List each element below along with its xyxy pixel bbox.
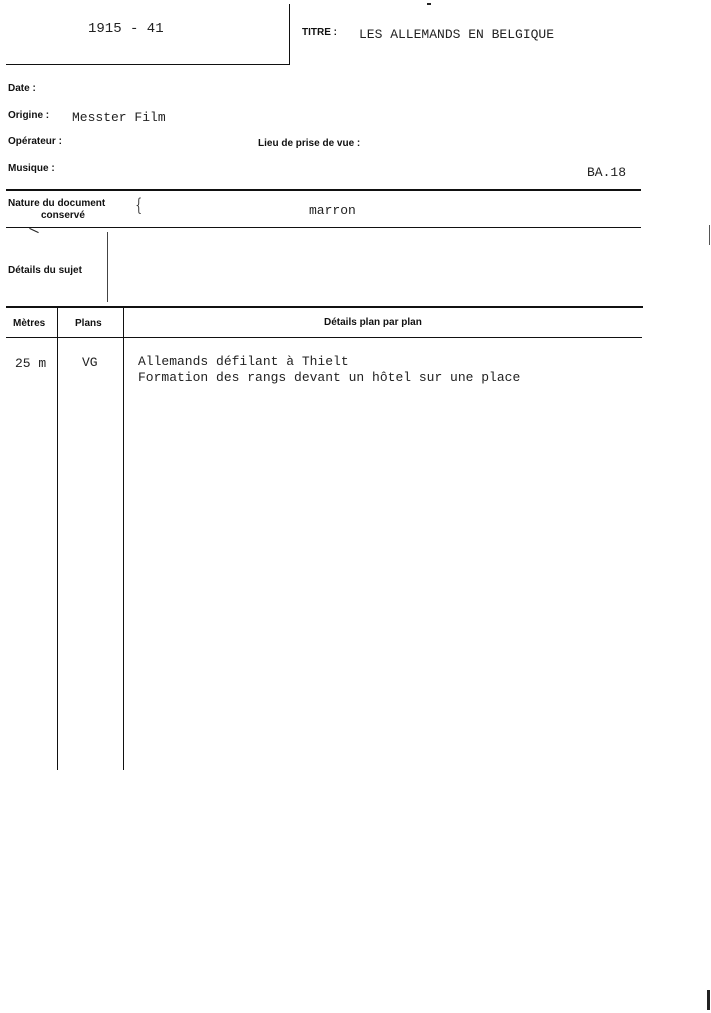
details-sujet-label: Détails du sujet [8,265,82,276]
col-header-plans: Plans [75,318,102,329]
musique-label: Musique : [8,163,55,174]
nature-label-line1: Nature du document [8,198,106,209]
header-box-right-border [289,4,290,64]
date-label: Date : [8,83,36,94]
details-sujet-bracket [107,232,108,302]
table-row [6,350,642,390]
top-tick-mark [427,3,431,5]
row-metres: 25 m [15,356,47,371]
table-header-rule [6,337,642,338]
bottom-right-edge-mark [707,990,710,1010]
row-plans: VG [82,355,98,370]
nature-top-rule [6,189,641,191]
operateur-label: Opérateur : [8,136,62,147]
col-header-details: Détails plan par plan [324,317,422,328]
document-code: BA.18 [587,165,627,180]
row-details-line1: Allemands défilant à Thielt [138,354,349,369]
reference-number: 1915 - 41 [88,21,164,37]
lieu-label: Lieu de prise de vue : [258,138,361,149]
row-details-line2: Formation des rangs devant un hôtel sur une place [138,370,521,385]
nature-bottom-rule [6,227,641,228]
nature-brace: { [135,195,143,216]
col-header-metres: Mètres [13,318,46,329]
origine-value: Messter Film [72,110,166,125]
titre-label: TITRE : [302,27,337,38]
titre-value: LES ALLEMANDS EN BELGIQUE [359,27,555,42]
origine-label: Origine : [8,110,50,121]
nature-value: marron [309,203,356,218]
table-top-rule [6,306,643,308]
right-edge-mark [709,225,710,245]
corner-mark [29,228,38,233]
header-box-bottom-border [6,64,290,65]
nature-label-line2: conservé [41,210,85,221]
